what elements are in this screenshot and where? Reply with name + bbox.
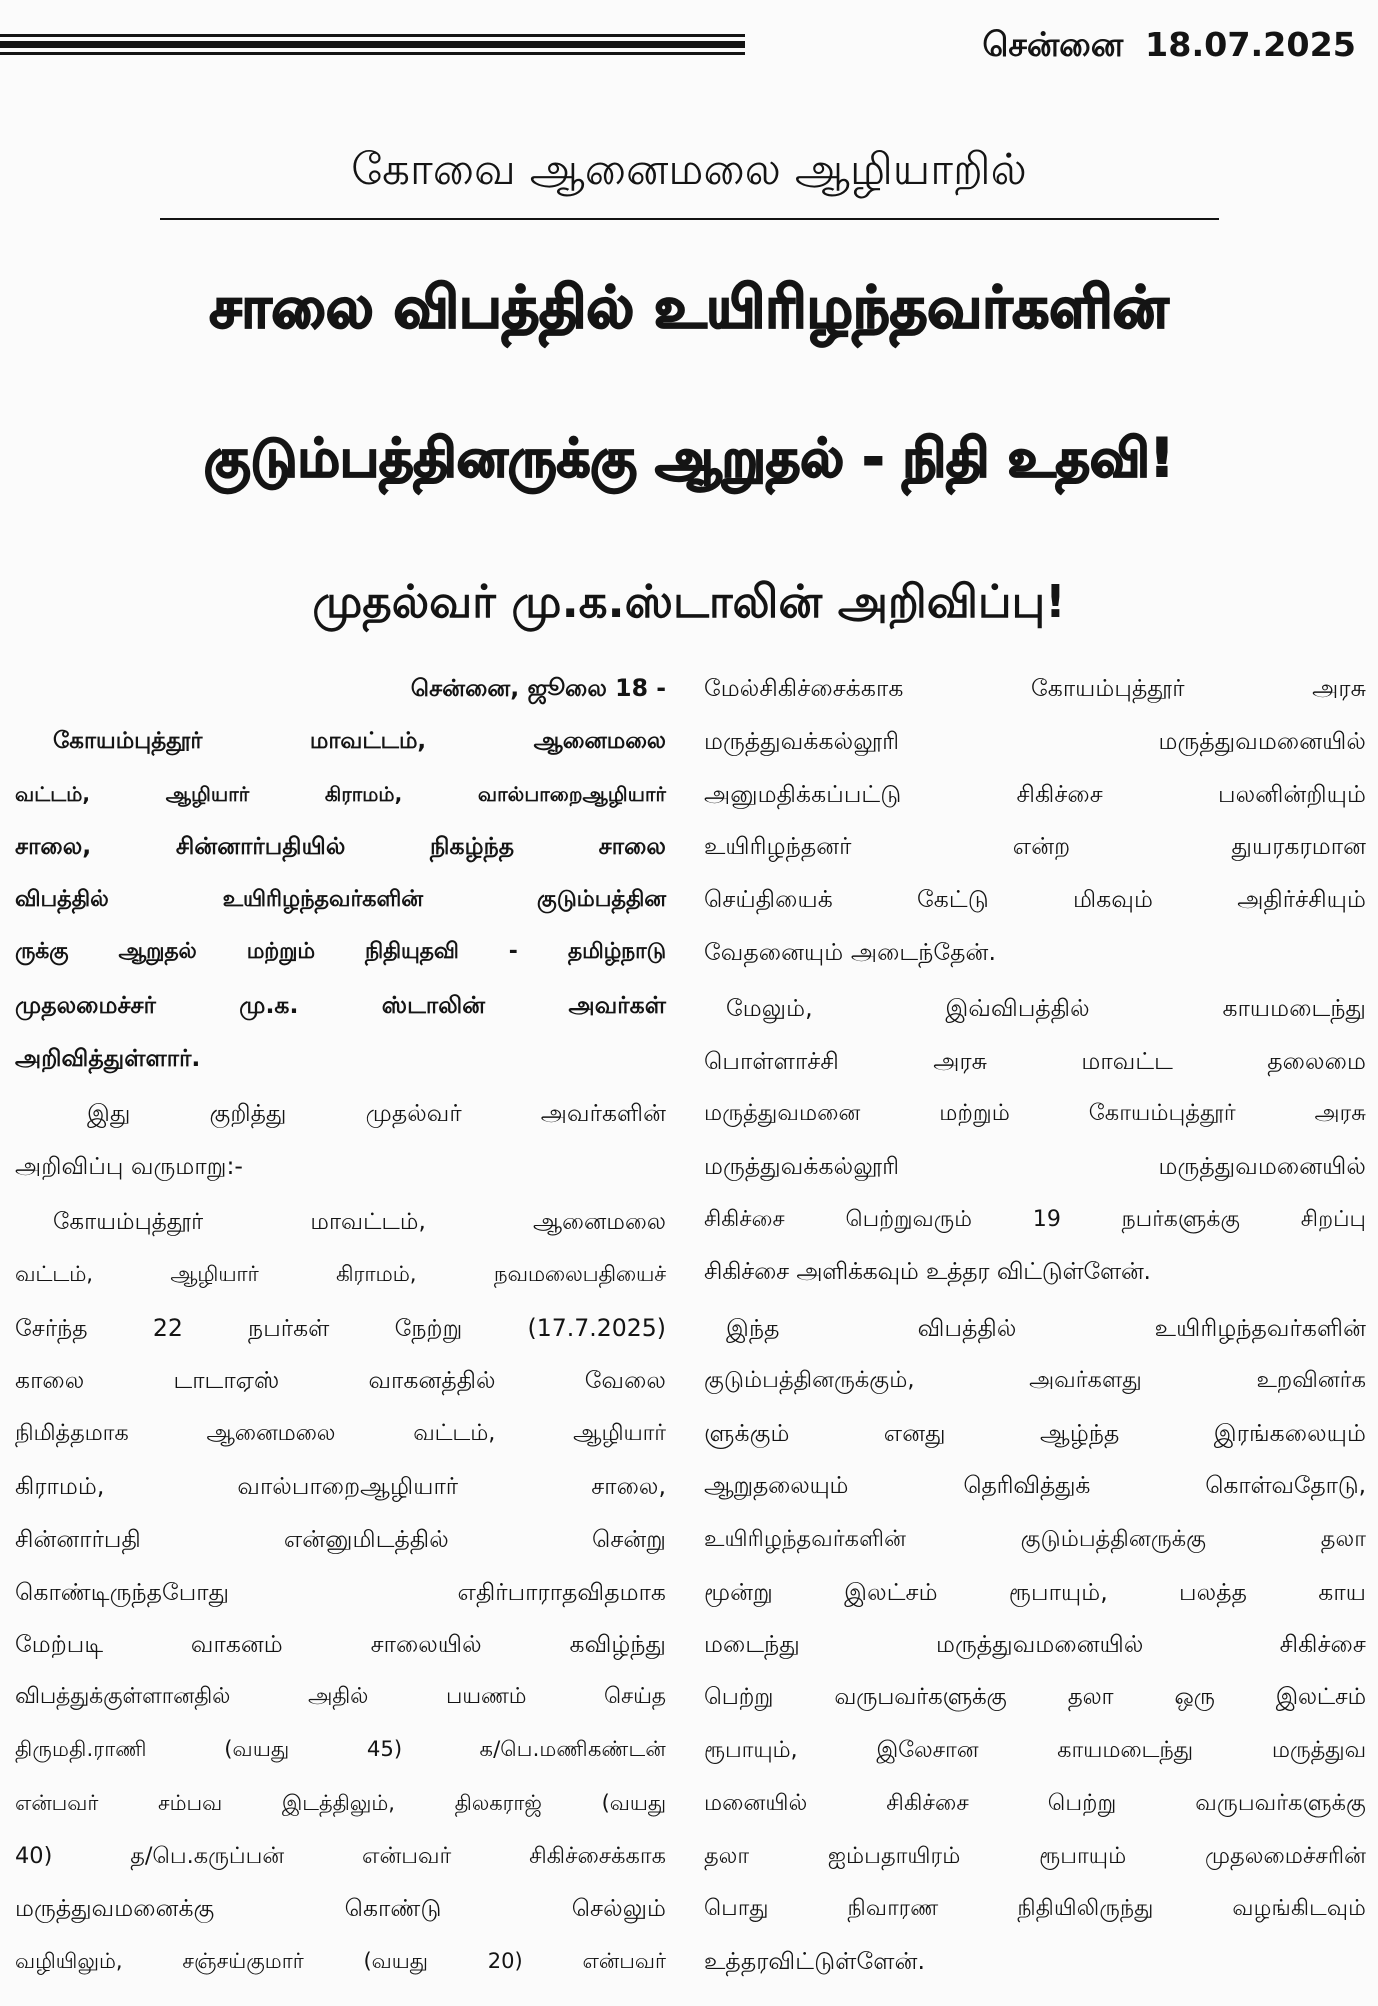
article-line: மேலும், இவ்விபத்தில் காயமடைந்து (726, 993, 1366, 1022)
left-column (15, 662, 666, 1991)
article-line: தலா ஐம்பதாயிரம் ரூபாயும் முதலமைச்சரின் (704, 1842, 1366, 1869)
article-line: பொள்ளாச்சி அரசு மாவட்ட தலைமை (704, 1046, 1366, 1075)
article-line: ளுக்கும் எனது ஆழ்ந்த இரங்கலையும் (704, 1419, 1366, 1448)
article-line: வட்டம், ஆழியார் கிராமம், வால்பாறைஆழியார் (15, 781, 666, 806)
edition-date: 18.07.2025 (1145, 25, 1356, 64)
kicker: கோவை ஆனைமலை ஆழியாறில் (351, 145, 1027, 195)
subheadline: முதல்வர் மு.க.ஸ்டாலின் அறிவிப்பு! (312, 575, 1066, 628)
article-line: நிமித்தமாக ஆனைமலை வட்டம், ஆழியார் (15, 1420, 666, 1447)
article-line: வேதனையும் அடைந்தேன். (704, 937, 996, 966)
article-line: கோயம்புத்தூர் மாவட்டம், ஆனைமலை (53, 727, 666, 754)
article-line: மனையில் சிகிச்சை பெற்று வருபவர்களுக்கு (704, 1789, 1366, 1816)
article-line: காலை டாடாஏஸ் வாகனத்தில் வேலை (15, 1366, 666, 1395)
headline-line: குடும்பத்தினருக்கு ஆறுதல் - நிதி உதவி! (204, 428, 1174, 489)
article-line: சிகிச்சை பெற்றுவரும் 19 நபர்களுக்கு சிறப்பு (704, 1205, 1366, 1232)
article-line: பெற்று வருபவர்களுக்கு தலா ஒரு இலட்சம் (704, 1684, 1366, 1711)
article-line: சாலை, சின்னார்பதியில் நிகழ்ந்த சாலை (15, 832, 666, 861)
article-line: ருக்கு ஆறுதல் மற்றும் நிதியுதவி - தமிழ்நாடு (15, 938, 666, 964)
article-line: செய்தியைக் கேட்டு மிகவும் அதிர்ச்சியும் (704, 885, 1366, 914)
lead-paragraph (15, 715, 666, 1085)
article-line: திருமதி.ராணி (வயது 45) க/பெ.மணிகண்டன் (15, 1736, 666, 1762)
body-paragraph (704, 1302, 1366, 1988)
article-line: சேர்ந்த 22 நபர்கள் நேற்று (17.7.2025) (15, 1313, 666, 1342)
article-line: குடும்பத்தினருக்கும், அவர்களது உறவினர்க (704, 1367, 1366, 1394)
article-line: மேற்படி வாகனம் சாலையில் கவிழ்ந்து (15, 1630, 666, 1659)
article-line: மருத்துவக்கல்லூரி மருத்துவமனையில் (704, 726, 1366, 755)
masthead-rule (0, 41, 745, 48)
article-line: அனுமதிக்கப்பட்டு சிகிச்சை பலனின்றியும் (704, 779, 1366, 808)
article-line: மேல்சிகிச்சைக்காக கோயம்புத்தூர் அரசு (704, 674, 1366, 702)
article-line: இது குறித்து முதல்வர் அவர்களின் (87, 1099, 666, 1128)
article-line: விபத்துக்குள்ளானதில் அதில் பயணம் செய்த (15, 1684, 666, 1710)
article-dateline: சென்னை, ஜூலை 18 - (410, 674, 666, 702)
article-line: வட்டம், ஆழியார் கிராமம், நவமலைபதியைச் (15, 1261, 666, 1287)
article-line: கொண்டிருந்தபோது எதிர்பாராதவிதமாக (15, 1577, 666, 1606)
article-line: 40) த/பெ.கருப்பன் என்பவர் சிகிச்சைக்காக (15, 1842, 666, 1869)
article-line: உயிரிழந்தவர்களின் குடும்பத்தினருக்கு தலா (704, 1525, 1366, 1552)
article-line: கோயம்புத்தூர் மாவட்டம், ஆனைமலை (53, 1208, 666, 1235)
article-line: உத்தரவிட்டுள்ளேன். (704, 1947, 926, 1976)
article-line: முதலமைச்சர் மு.க. ஸ்டாலின் அவர்கள் (15, 990, 666, 1019)
article-line: ஆறுதலையும் தெரிவித்துக் கொள்வதோடு, (704, 1471, 1366, 1499)
article-line: பொது நிவாரண நிதியிலிருந்து வழங்கிடவும் (704, 1895, 1366, 1922)
body-paragraph (704, 662, 1366, 979)
right-column (704, 662, 1366, 1991)
article-line: வழியிலும், சஞ்சய்குமார் (வயது 20) என்பவர் (15, 1948, 666, 1974)
article-line: சின்னார்பதி என்னுமிடத்தில் சென்று (15, 1524, 666, 1553)
article-line: மடைந்து மருத்துவமனையில் சிகிச்சை (704, 1630, 1366, 1659)
body-paragraph (15, 1196, 666, 1988)
article-line: என்பவர் சம்பவ இடத்திலும், திலகராஜ் (வயது (15, 1790, 666, 1815)
article-line: இந்த விபத்தில் உயிரிழந்தவர்களின் (726, 1313, 1366, 1342)
article-line: உயிரிழந்தனர் என்ற துயரகரமான (704, 832, 1366, 861)
article-line: மருத்துவமனைக்கு கொண்டு செல்லும் (15, 1894, 666, 1923)
headline-line: சாலை விபத்தில் உயிரிழந்தவர்களின் (209, 274, 1169, 341)
kicker-underline (160, 218, 1219, 220)
masthead-rule (0, 34, 745, 37)
article-line: ரூபாயும், இலேசான காயமடைந்து மருத்துவ (704, 1736, 1366, 1763)
masthead-rule (0, 52, 745, 55)
body-paragraph (704, 982, 1366, 1299)
article-line: கிராமம், வால்பாறைஆழியார் சாலை, (15, 1471, 666, 1500)
article-line: சிகிச்சை அளிக்கவும் உத்தர விட்டுள்ளேன். (704, 1257, 1151, 1285)
article-line: அறிவித்துள்ளார். (15, 1043, 201, 1072)
article-line: அறிவிப்பு வருமாறு:- (15, 1152, 243, 1181)
edition-city: சென்னை (982, 25, 1124, 64)
article-line: மருத்துவக்கல்லூரி மருத்துவமனையில் (704, 1152, 1366, 1181)
edition-dateline (775, 14, 1356, 76)
article-line: விபத்தில் உயிரிழந்தவர்களின் குடும்பத்தின (15, 886, 666, 913)
article-line: மூன்று இலட்சம் ரூபாயும், பலத்த காய (704, 1577, 1366, 1606)
body-paragraph (15, 1087, 666, 1193)
article-line: மருத்துவமனை மற்றும் கோயம்புத்தூர் அரசு (704, 1100, 1366, 1127)
